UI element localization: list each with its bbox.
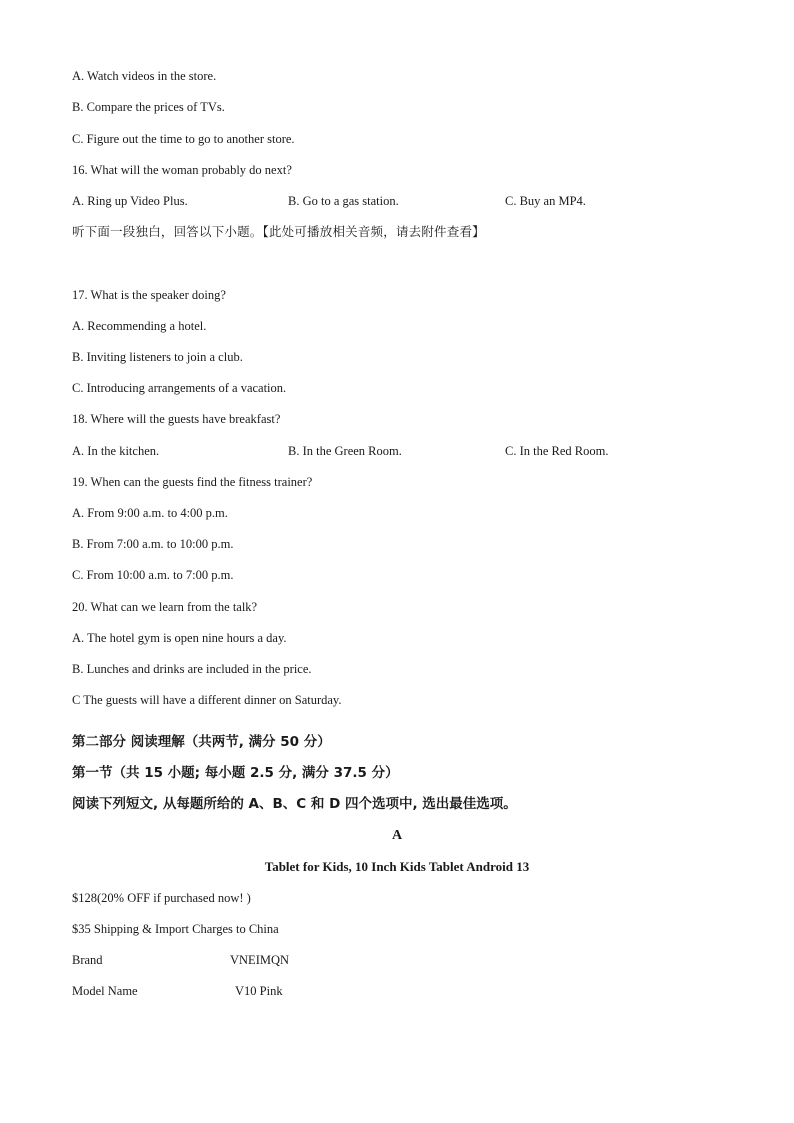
passage-letter: A <box>391 828 403 843</box>
question-19: 19. When can the guests find the fitness trainer? <box>72 475 313 489</box>
q16-option-a: A. Ring up Video Plus. <box>72 194 188 208</box>
brand-row <box>72 952 289 968</box>
product-title: Tablet for Kids, 10 Inch Kids Tablet Android 13 <box>264 859 530 874</box>
listening-instruction: 听下面一段独白，回答以下小题。【此处可播放相关音频，请去附件查看】 <box>72 224 485 239</box>
q18-options <box>72 443 608 459</box>
model-label: Model Name <box>72 984 138 998</box>
brand-value: VNEIMQN <box>230 953 290 967</box>
q15-option-b: B. Compare the prices of TVs. <box>72 100 225 114</box>
reading-instruction: 阅读下列短文, 从每题所给的 A、B、C 和 D 四个选项中, 选出最佳选项。 <box>72 796 517 812</box>
q18-option-b: B. In the Green Room. <box>288 444 402 458</box>
shipping-charges: $35 Shipping & Import Charges to China <box>72 922 279 936</box>
q18-option-a: A. In the kitchen. <box>72 444 160 458</box>
q16-option-c: C. Buy an MP4. <box>505 194 586 208</box>
q16-options <box>72 193 586 209</box>
question-17: 17. What is the speaker doing? <box>72 288 226 302</box>
question-18: 18. Where will the guests have breakfast? <box>72 412 281 426</box>
q20-option-c: C The guests will have a different dinner on Saturday. <box>72 693 342 707</box>
q19-option-b: B. From 7:00 a.m. to 10:00 p.m. <box>72 537 234 551</box>
q16-option-b: B. Go to a gas station. <box>288 194 399 208</box>
q20-option-a: A. The hotel gym is open nine hours a day. <box>72 631 287 645</box>
q17-option-c: C. Introducing arrangements of a vacation. <box>72 381 287 395</box>
brand-label: Brand <box>72 953 103 967</box>
q19-option-a: A. From 9:00 a.m. to 4:00 p.m. <box>72 506 228 520</box>
q19-option-c: C. From 10:00 a.m. to 7:00 p.m. <box>72 568 234 582</box>
question-20: 20. What can we learn from the talk? <box>72 600 258 614</box>
question-16: 16. What will the woman probably do next? <box>72 163 292 177</box>
model-value: V10 Pink <box>235 984 283 998</box>
section-one-heading: 第一节（共 15 小题; 每小题 2.5 分, 满分 37.5 分） <box>72 765 399 781</box>
q20-option-b: B. Lunches and drinks are included in the price. <box>72 662 312 676</box>
model-row <box>72 983 283 999</box>
q17-option-a: A. Recommending a hotel. <box>72 319 207 333</box>
q17-option-b: B. Inviting listeners to join a club. <box>72 350 243 364</box>
q18-option-c: C. In the Red Room. <box>505 444 609 458</box>
product-price: $128(20% OFF if purchased now! ) <box>72 891 251 905</box>
q15-option-a: A. Watch videos in the store. <box>72 69 217 83</box>
part-two-heading: 第二部分 阅读理解（共两节, 满分 50 分） <box>72 734 331 750</box>
q15-option-c: C. Figure out the time to go to another store. <box>72 132 295 146</box>
